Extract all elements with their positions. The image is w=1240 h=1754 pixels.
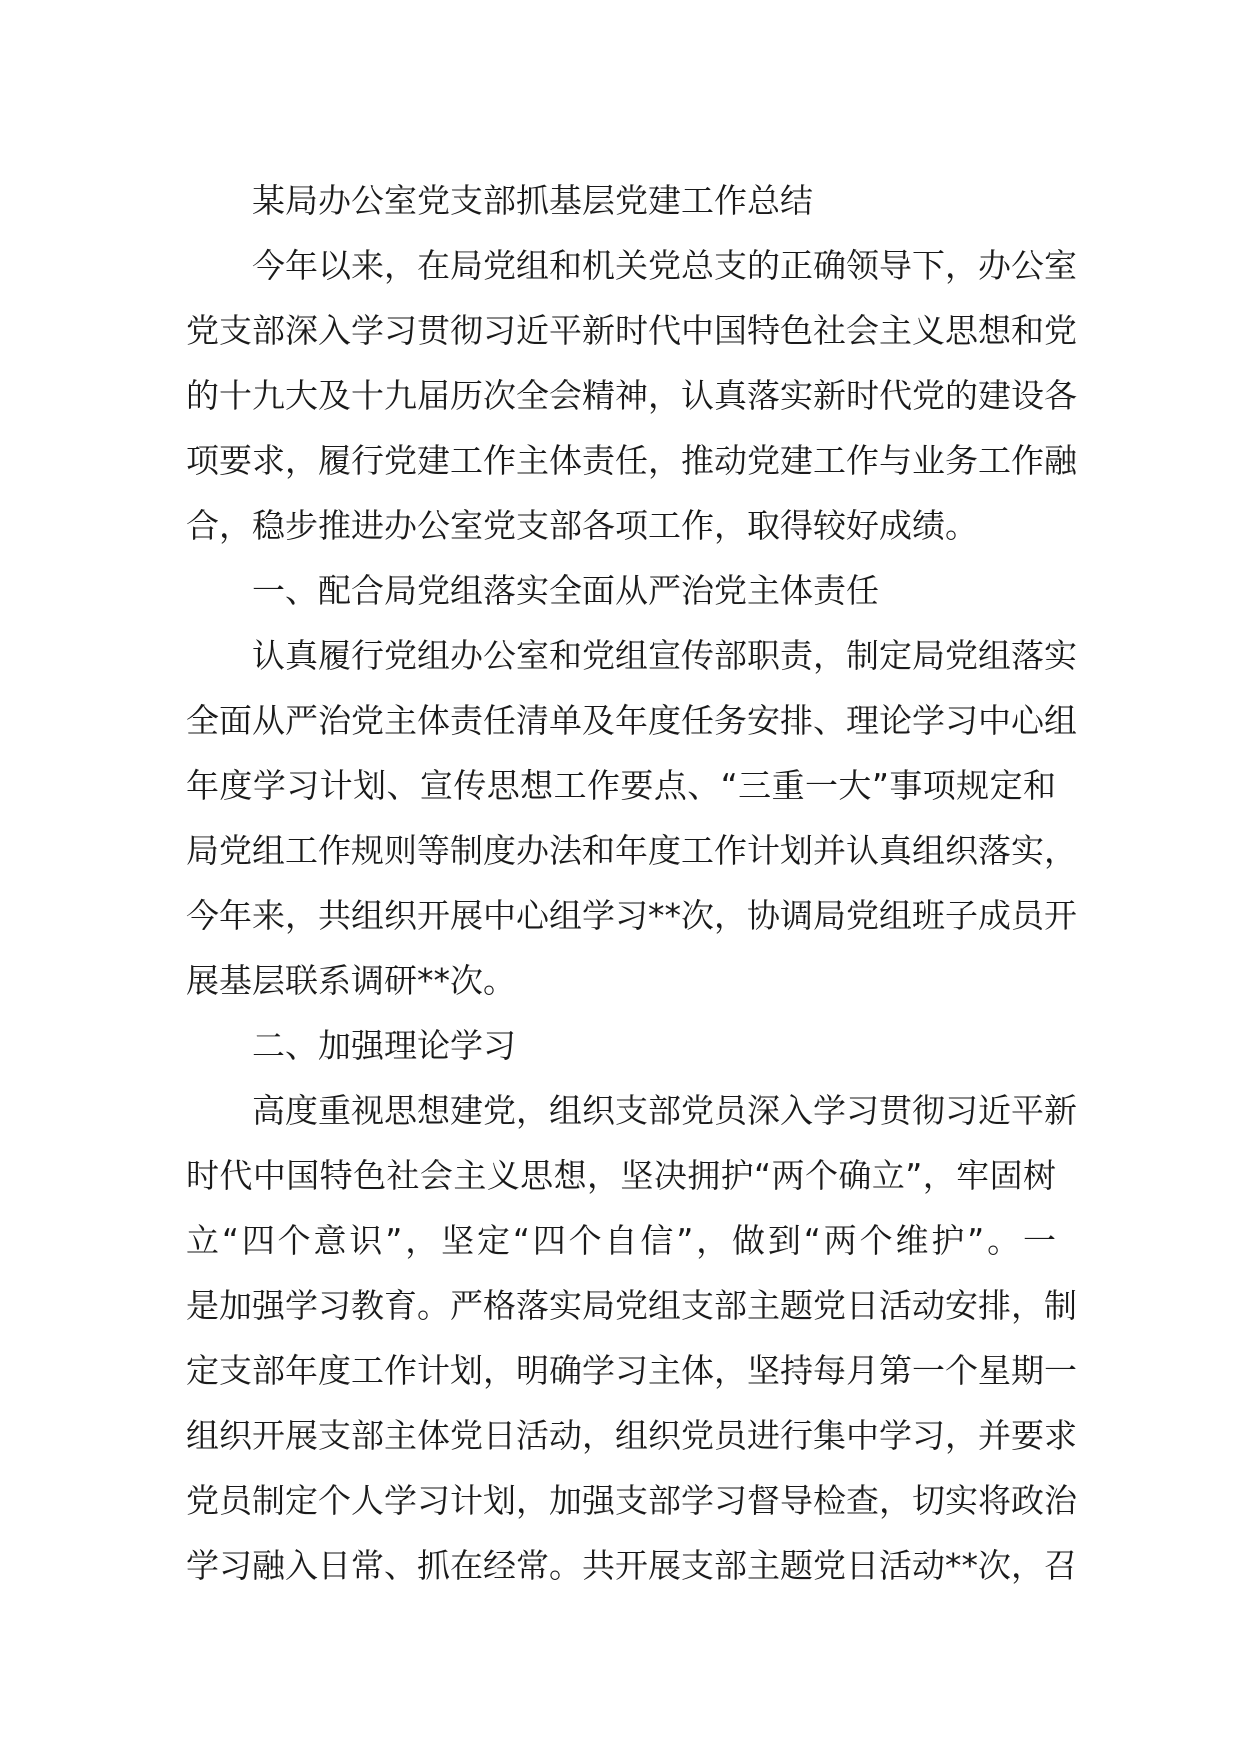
- paragraph-1-line-4: 项要求，履行党建工作主体责任，推动党建工作与业务工作融: [186, 441, 1077, 480]
- paragraph-2-line-1: 认真履行党组办公室和党组宣传部职责，制定局党组落实: [252, 636, 1077, 675]
- paragraph-1-line-3: 的十九大及十九届历次全会精神，认真落实新时代党的建设各: [186, 376, 1077, 415]
- paragraph-2-line-6: 展基层联系调研**次。: [186, 961, 516, 1000]
- document-title: 某局办公室党支部抓基层党建工作总结: [252, 181, 813, 220]
- paragraph-2-line-3: 年度学习计划、宣传思想工作要点、“三重一大”事项规定和: [186, 766, 1056, 805]
- section-heading-1: 一、配合局党组落实全面从严治党主体责任: [252, 571, 879, 610]
- paragraph-2-line-2: 全面从严治党主体责任清单及年度任务安排、理论学习中心组: [186, 701, 1077, 740]
- document-body: [186, 168, 1077, 1598]
- paragraph-1-line-1: 今年以来，在局党组和机关党总支的正确领导下，办公室: [252, 246, 1077, 285]
- paragraph-3-line-3: 立“四个意识”，坚定“四个自信”，做到“两个维护”。一: [186, 1221, 1056, 1260]
- paragraph-3-line-8: 学习融入日常、抓在经常。共开展支部主题党日活动**次，召: [186, 1546, 1077, 1585]
- paragraph-3-line-7: 党员制定个人学习计划，加强支部学习督导检查，切实将政治: [186, 1481, 1077, 1520]
- paragraph-3-line-6: 组织开展支部主体党日活动，组织党员进行集中学习，并要求: [186, 1416, 1077, 1455]
- paragraph-2-line-4: 局党组工作规则等制度办法和年度工作计划并认真组织落实，: [186, 831, 1077, 870]
- section-heading-2: 二、加强理论学习: [252, 1026, 516, 1065]
- paragraph-1-line-2: 党支部深入学习贯彻习近平新时代中国特色社会主义思想和党: [186, 311, 1077, 350]
- paragraph-3-line-5: 定支部年度工作计划，明确学习主体，坚持每月第一个星期一: [186, 1351, 1077, 1390]
- paragraph-3-line-4: 是加强学习教育。严格落实局党组支部主题党日活动安排，制: [186, 1286, 1077, 1325]
- paragraph-3-line-2: 时代中国特色社会主义思想，坚决拥护“两个确立”，牢固树: [186, 1156, 1056, 1195]
- paragraph-2-line-5: 今年来，共组织开展中心组学习**次，协调局党组班子成员开: [186, 896, 1077, 935]
- paragraph-3-line-1: 高度重视思想建党，组织支部党员深入学习贯彻习近平新: [252, 1091, 1077, 1130]
- paragraph-1-line-5: 合，稳步推进办公室党支部各项工作，取得较好成绩。: [186, 506, 978, 545]
